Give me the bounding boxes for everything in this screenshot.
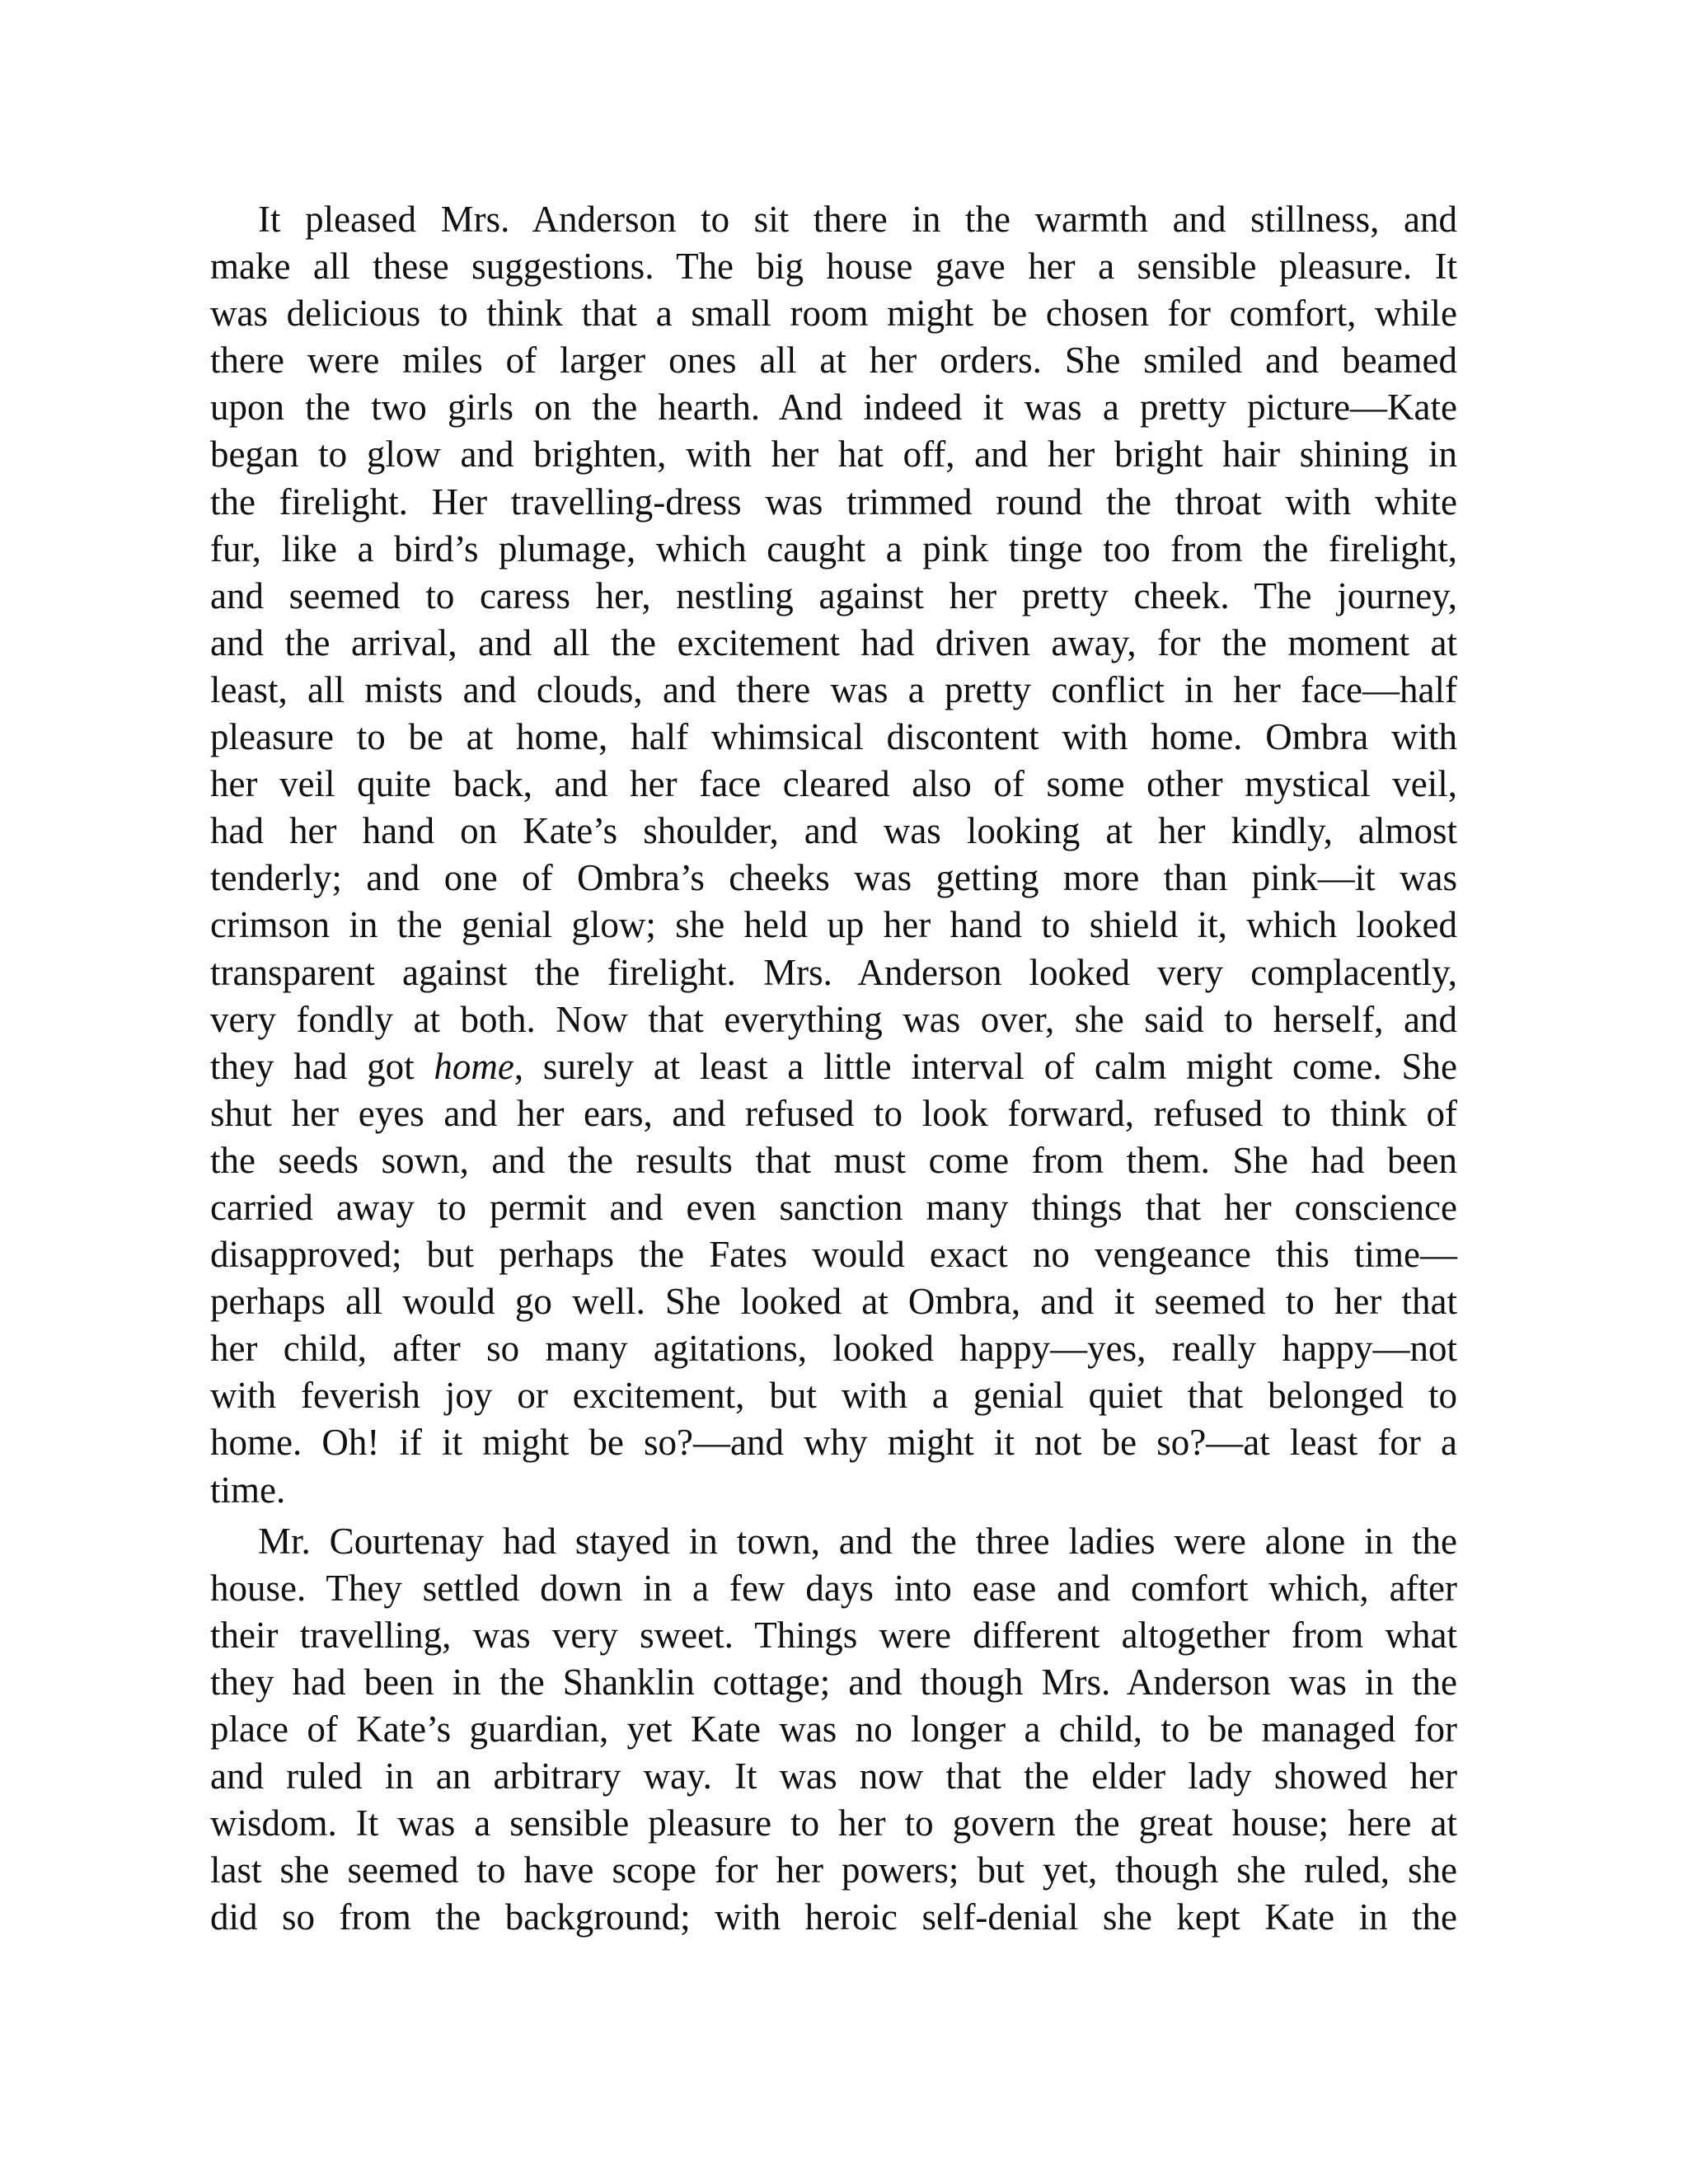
text-line — [210, 479, 1457, 526]
text-run: disapproved; but perhaps the Fates would exact no vengeance this time— — [210, 1234, 1457, 1276]
text-run: and the arrival, and all the excitement had driven away, for the moment at — [210, 621, 1457, 663]
text-line — [210, 808, 1457, 855]
text-line — [210, 1894, 1457, 1941]
text-line — [210, 714, 1457, 761]
text-run: place of Kate’s guardian, yet Kate was no longer a child, to be managed for — [210, 1708, 1457, 1750]
text-line — [210, 1706, 1457, 1753]
text-line — [210, 1090, 1457, 1137]
text-line — [210, 1184, 1457, 1231]
text-run: perhaps all would go well. She looked at Ombra, and it seemed to her that — [210, 1281, 1457, 1323]
text-run: had her hand on Kate’s shoulder, and was looking at her kindly, almost — [210, 810, 1457, 852]
text-run: last she seemed to have scope for her powers; but yet, though she ruled, she — [210, 1849, 1457, 1891]
text-run: wisdom. It was a sensible pleasure to her to govern the great house; here at — [210, 1802, 1457, 1844]
text-line — [210, 337, 1457, 384]
text-line — [210, 949, 1457, 996]
text-line — [210, 667, 1457, 714]
text-run: crimson in the genial glow; she held up her hand to shield it, which looked — [210, 904, 1457, 946]
text-line — [210, 1419, 1457, 1466]
text-line — [210, 1467, 1457, 1514]
text-line — [210, 196, 1457, 243]
text-run: her veil quite back, and her face cleared also of some other mystical veil, — [210, 763, 1457, 805]
text-run: and ruled in an arbitrary way. It was now that the elder lady showed her — [210, 1755, 1457, 1797]
text-line — [210, 1372, 1457, 1419]
text-line — [210, 290, 1457, 337]
text-line — [210, 1800, 1457, 1847]
text-run: shut her eyes and her ears, and refused to look forward, refused to think of — [210, 1092, 1457, 1134]
text-run: with feverish joy or excitement, but with a genial quiet that belonged to — [210, 1375, 1457, 1417]
text-run: least, all mists and clouds, and there was a pretty conflict in her face—half — [210, 668, 1457, 710]
text-run: began to glow and brighten, with her hat off, and her bright hair shining in — [210, 434, 1457, 476]
text-line — [210, 855, 1457, 902]
text-line — [210, 1043, 1457, 1090]
text-run: Mr. Courtenay had stayed in town, and the three ladies were alone in the — [258, 1520, 1457, 1562]
text-run: they had been in the Shanklin cottage; and though Mrs. Anderson was in the — [210, 1661, 1457, 1703]
paragraph — [210, 1518, 1457, 1942]
text-run: transparent against the firelight. Mrs. Anderson looked very complacently, — [210, 951, 1457, 993]
text-line — [210, 1231, 1457, 1278]
emphasized-text: home — [434, 1045, 514, 1087]
text-run: time. — [210, 1469, 286, 1511]
text-line — [210, 243, 1457, 290]
text-run: house. They settled down in a few days into ease and comfort which, after — [210, 1567, 1457, 1609]
text-line — [210, 1518, 1457, 1565]
text-line — [210, 1612, 1457, 1659]
text-line — [210, 1278, 1457, 1325]
text-run: It pleased Mrs. Anderson to sit there in the warmth and stillness, and — [258, 199, 1457, 240]
text-line — [210, 1565, 1457, 1612]
text-run: their travelling, was very sweet. Things were different altogether from what — [210, 1614, 1457, 1656]
text-line — [210, 526, 1457, 573]
text-run: and seemed to caress her, nestling against her pretty cheek. The journey, — [210, 574, 1457, 616]
text-run: , surely at least a little interval of calm might come. She — [513, 1045, 1458, 1087]
text-run: make all these suggestions. The big house gave her a sensible pleasure. It — [210, 246, 1457, 288]
text-line — [210, 431, 1457, 478]
text-run: home. Oh! if it might be so?—and why might it not be so?—at least for a — [210, 1422, 1457, 1464]
text-run: very fondly at both. Now that everything was over, she said to herself, and — [210, 998, 1457, 1040]
text-run: the seeds sown, and the results that must come from them. She had been — [210, 1139, 1457, 1181]
text-run: was delicious to think that a small room might be chosen for comfort, while — [210, 293, 1457, 335]
text-run: they had got — [210, 1045, 434, 1087]
text-line — [210, 1847, 1457, 1894]
text-line — [210, 384, 1457, 431]
text-run: there were miles of larger ones all at her orders. She smiled and beamed — [210, 340, 1457, 382]
text-run: fur, like a bird’s plumage, which caught a pink tinge too from the firelight, — [210, 527, 1457, 569]
text-line — [210, 902, 1457, 949]
text-line — [210, 573, 1457, 620]
text-run: her child, after so many agitations, looked happy—yes, really happy—not — [210, 1328, 1457, 1370]
text-run: carried away to permit and even sanction many things that her conscience — [210, 1186, 1457, 1228]
text-line — [210, 1753, 1457, 1800]
text-line — [210, 1325, 1457, 1372]
text-line — [210, 1659, 1457, 1706]
text-run: pleasure to be at home, half whimsical discontent with home. Ombra with — [210, 716, 1457, 758]
text-line — [210, 996, 1457, 1043]
text-run: tenderly; and one of Ombra’s cheeks was getting more than pink—it was — [210, 857, 1457, 899]
text-run: the firelight. Her travelling-dress was trimmed round the throat with white — [210, 480, 1457, 523]
text-line — [210, 1137, 1457, 1184]
text-run: upon the two girls on the hearth. And indeed it was a pretty picture—Kate — [210, 387, 1457, 429]
text-line — [210, 620, 1457, 667]
paragraph — [210, 196, 1457, 1514]
text-line — [210, 761, 1457, 808]
text-run: did so from the background; with heroic self-denial she kept Kate in the — [210, 1896, 1457, 1938]
body-text — [210, 196, 1457, 1941]
